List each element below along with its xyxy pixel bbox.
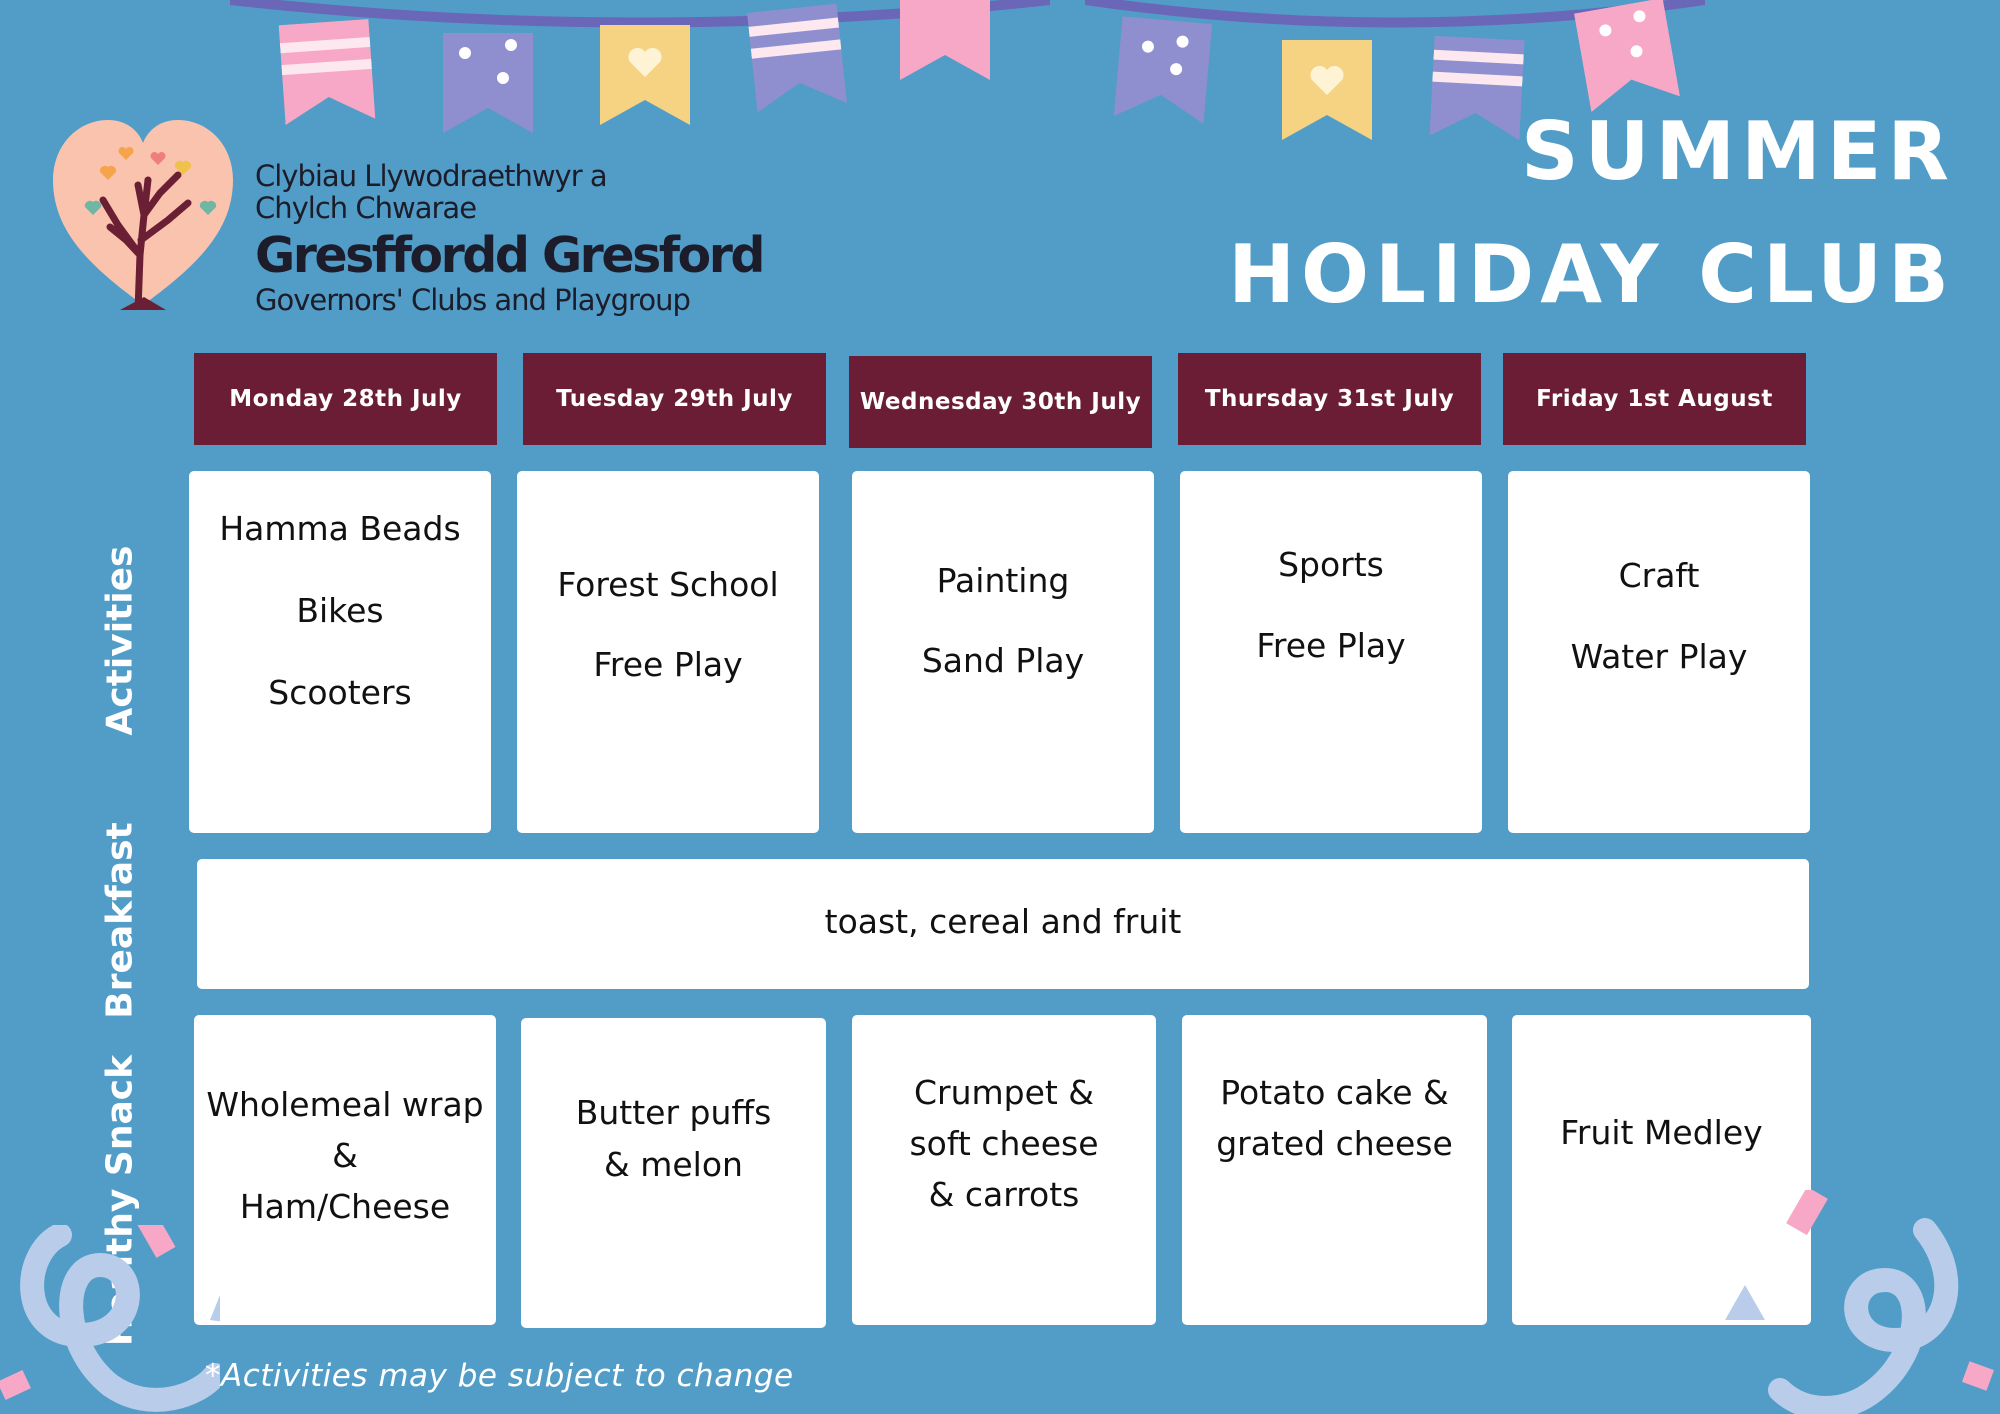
activity-item: Free Play [593, 645, 743, 684]
snack-item: Ham/Cheese [239, 1187, 451, 1226]
tree-heart-logo-icon [48, 115, 238, 310]
activity-item: Bikes [296, 591, 384, 630]
title-line-2: HOLIDAY CLUB [1228, 228, 1955, 321]
snack-card-monday [194, 1015, 496, 1325]
breakfast-card [197, 859, 1809, 989]
snack-card-thursday [1182, 1015, 1487, 1325]
title-line-1: SUMMER [1520, 105, 1955, 198]
bunting-flag-striped-pink [279, 19, 376, 125]
snack-item: & [332, 1136, 358, 1175]
snack-item: grated cheese [1216, 1124, 1453, 1163]
snack-item: Fruit Medley [1560, 1113, 1763, 1152]
activity-item: Forest School [557, 565, 779, 604]
bunting-flag-dots-pink [1574, 0, 1680, 112]
bunting-flag-striped-purple [747, 4, 847, 113]
snack-item: soft cheese [909, 1124, 1099, 1163]
snack-item: Crumpet & [913, 1073, 1095, 1112]
bunting-flag-dots-purple [443, 33, 533, 133]
confetti-swirl-right-icon [1725, 1190, 2000, 1414]
bunting-flag-striped-purple-2 [1429, 36, 1524, 141]
snack-item: Potato cake & [1220, 1073, 1449, 1112]
snack-card-tuesday [521, 1018, 826, 1328]
bunting-flag-dots-purple-2 [1114, 16, 1212, 123]
activity-item: Water Play [1570, 637, 1748, 676]
activities-card-thursday [1180, 471, 1482, 833]
activity-item: Scooters [268, 673, 412, 712]
activity-item: Sand Play [921, 641, 1085, 680]
logo-org-name: Gresffordd Gresford [255, 227, 763, 284]
activity-item: Hamma Beads [219, 509, 461, 548]
activities-card-monday [189, 471, 491, 833]
day-header-monday: Monday 28th July [194, 353, 497, 445]
confetti-swirl-left-icon [0, 1225, 220, 1414]
snack-card-wednesday [852, 1015, 1156, 1325]
bunting-flag-pink [900, 0, 990, 80]
logo-welsh-line2: Chylch Chwarae [255, 191, 477, 225]
logo-welsh-line1: Clybiau Llywodraethwyr a [255, 159, 607, 193]
org-logo-text [255, 160, 763, 316]
bunting-flag-heart-yellow [600, 25, 690, 125]
activity-item: Craft [1618, 556, 1700, 595]
snack-item: & melon [604, 1145, 743, 1184]
activities-card-friday [1508, 471, 1810, 833]
activity-item: Free Play [1256, 626, 1406, 665]
logo-subtitle: Governors' Clubs and Playgroup [255, 283, 690, 317]
activity-item: Painting [936, 561, 1070, 600]
row-label-healthy-snack: Healthy Snack [99, 1054, 141, 1347]
day-header-wednesday: Wednesday 30th July [849, 356, 1152, 448]
activities-card-wednesday [852, 471, 1154, 833]
activities-card-tuesday [517, 471, 819, 833]
activity-item: Sports [1278, 545, 1384, 584]
breakfast-text: toast, cereal and fruit [824, 902, 1182, 941]
day-header-thursday: Thursday 31st July [1178, 353, 1481, 445]
snack-item: Wholemeal wrap [206, 1085, 484, 1124]
row-label-breakfast: Breakfast [99, 822, 141, 1019]
snack-item: Butter puffs [575, 1093, 772, 1132]
row-label-activities: Activities [99, 545, 141, 736]
snack-item: & carrots [928, 1175, 1080, 1214]
day-header-friday: Friday 1st August [1503, 353, 1806, 445]
bunting-flag-heart-yellow-2 [1282, 40, 1372, 140]
disclaimer-note: *Activities may be subject to change [205, 1358, 794, 1394]
day-header-tuesday: Tuesday 29th July [523, 353, 826, 445]
